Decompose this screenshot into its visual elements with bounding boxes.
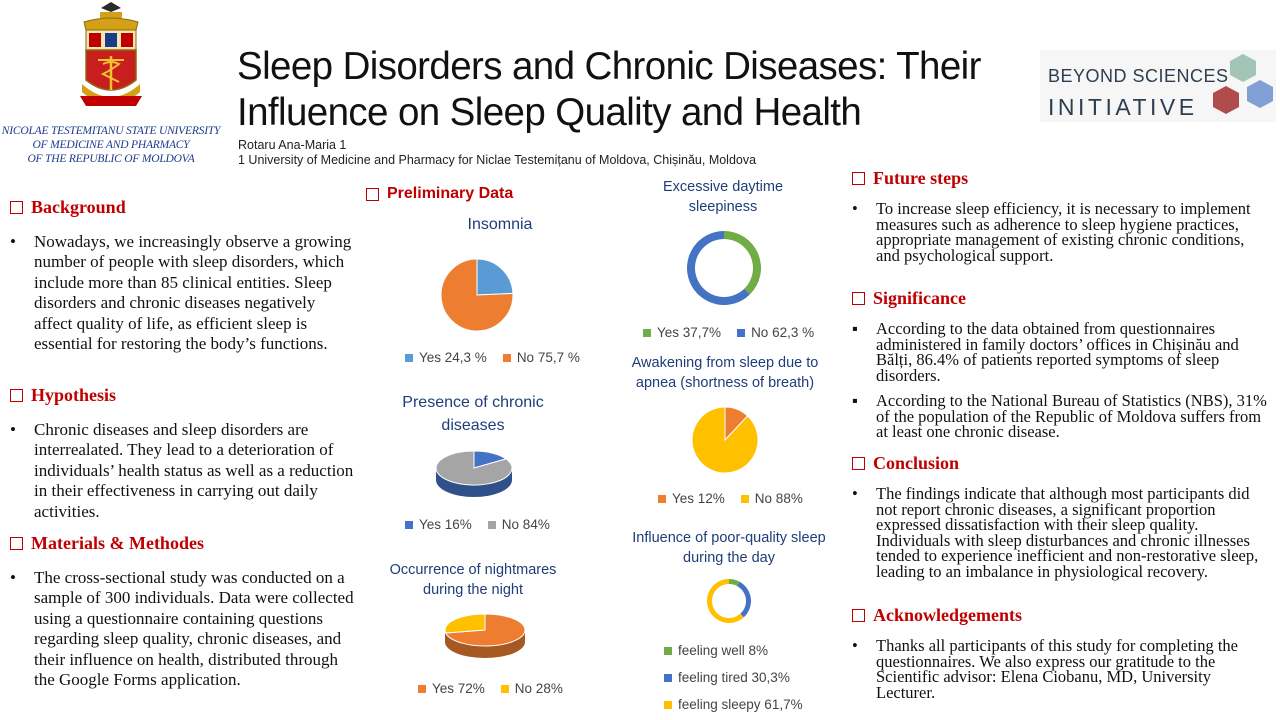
conclusion-bullet: • The findings indicate that although most participants did not report chronic diseases, a significant proportion expressed dissatisfaction with their sleep quality. Individuals with sleep disturbances and chronic illnesses tended to experience inefficient and non-restorative sleep, leading to an imbalance in physiological recovery. [852, 484, 1259, 581]
legend-insomnia [405, 350, 580, 365]
legend-label: No 75,7 % [516, 350, 580, 365]
acknowledgements-bullet: • Thanks all participants of this study for completing the questionnaires. We also express our gratitude to the Scientific advisor: Elena Ciobanu, MD, University Lecturer. [852, 636, 1239, 702]
legend-poor-sleep-influence [664, 643, 803, 712]
legend-label: Yes 12% [672, 491, 725, 506]
chart-title-daytime-sleepiness: Excessive daytime sleepiness [662, 179, 784, 215]
background-bullet: • Nowadays, we increasingly observe a growing number of people with sleep disorders, which include more than 85 clinical entities. Sleep disorders and chronic diseases negatively affect quality of life, as efficient sleep is essential for restoring the body’s functions. [10, 232, 352, 354]
legend-label: Yes 24,3 % [419, 350, 487, 365]
legend-label: Yes 72% [432, 681, 485, 696]
legend-label: Yes 37,7% [657, 325, 722, 340]
methods-section [10, 533, 355, 690]
hypothesis-heading: Hypothesis [10, 385, 355, 406]
donut-chart-daytime-sleepiness [684, 228, 764, 308]
conclusion-heading: Conclusion [852, 453, 1270, 474]
acknowledgements-heading: Acknowledgements [852, 605, 1270, 626]
pie-chart-chronic-diseases [430, 448, 518, 504]
legend-label: feeling well 8% [678, 643, 769, 658]
legend-label: feeling sleepy 61,7% [678, 697, 803, 712]
conclusion-section [852, 453, 1270, 579]
background-heading: Background [10, 197, 355, 218]
pie-chart-insomnia [430, 248, 524, 342]
legend-item [503, 350, 580, 365]
legend-label: Yes 16% [419, 517, 472, 532]
legend-daytime-sleepiness [643, 325, 814, 340]
legend-swatch [643, 329, 651, 337]
legend-label: No 88% [754, 491, 803, 506]
author-block [238, 138, 756, 168]
legend-item [643, 325, 721, 340]
checkbox-icon [852, 457, 865, 470]
legend-item [501, 681, 563, 696]
legend-label: No 84% [501, 517, 550, 532]
legend-item [405, 517, 472, 532]
university-crest-logo [76, 0, 146, 122]
background-section [10, 197, 355, 354]
checkbox-icon [852, 609, 865, 622]
legend-swatch [664, 701, 672, 709]
chart-title-insomnia: Insomnia [467, 216, 533, 233]
legend-item [658, 491, 725, 506]
acknowledgements-section [852, 605, 1270, 700]
legend-swatch [737, 329, 745, 337]
checkbox-icon [852, 172, 865, 185]
legend-swatch [501, 685, 509, 693]
chart-title-poor-sleep-influence: Influence of poor-quality sleep during the day [632, 530, 826, 566]
legend-item [737, 325, 814, 340]
methods-heading: Materials & Methodes [10, 533, 355, 554]
university-name: NICOLAE TESTEMITANU STATE UNIVERSITY OF MEDICINE AND PHARMACY OF THE REPUBLIC OF MOLDOVA [1, 125, 221, 165]
legend-apnea [658, 491, 803, 506]
partner-logo-line2: INITIATIVE [1048, 94, 1198, 120]
checkbox-icon [366, 188, 379, 201]
legend-item [664, 643, 768, 658]
legend-swatch [405, 521, 413, 529]
significance-heading: Significance [852, 288, 1270, 309]
methods-bullet: • The cross-sectional study was conducted on a sample of 300 individuals. Data were collected using a questionnaire containing questions regarding sleep quality, chronic diseases, and their influence on health, distributed through the Google Forms application. [10, 568, 354, 690]
significance-item: ▪ According to the data obtained from questionnaires administered in family doctors’ offices in Chișinău and Bălți, 86.4% of patients reported symptoms of sleep disorders. [852, 319, 1239, 385]
chart-title-nightmares: Occurrence of nightmares during the night [389, 562, 557, 598]
pie-slice-feeling-tired [737, 582, 751, 618]
hypothesis-bullet: • Chronic diseases and sleep disorders are interrealated. They lead to a deterioration of individuals’ health status as well as a reduction in their effectiveness in carrying out daily activities. [10, 420, 354, 521]
legend-swatch [664, 647, 672, 655]
checkbox-icon [10, 537, 23, 550]
chart-title-apnea: Awakening from sleep due to apnea (shortness of breath) [631, 355, 819, 391]
legend-swatch [405, 354, 413, 362]
hypothesis-section [10, 385, 355, 522]
legend-label: No 62,3 % [751, 325, 815, 340]
pie-slice-no [692, 407, 758, 473]
checkbox-icon [10, 201, 23, 214]
legend-chronic-diseases [405, 517, 550, 532]
checkbox-icon [852, 292, 865, 305]
legend-item [741, 491, 803, 506]
legend-swatch [488, 521, 496, 529]
legend-label: feeling tired 30,3% [678, 670, 790, 685]
legend-item [488, 517, 550, 532]
legend-swatch [418, 685, 426, 693]
pie-slice-yes [724, 231, 761, 294]
author-name: Rotaru Ana-Maria 1 [238, 138, 347, 152]
significance-item: ▪ According to the National Bureau of Statistics (NBS), 31% of the population of the Republic of Moldova suffers from at least one chronic disease. [852, 391, 1267, 441]
chart-title-chronic-diseases: Presence of chronic diseases [402, 394, 544, 434]
legend-label: No 28% [514, 681, 563, 696]
significance-section [852, 288, 1270, 440]
future-steps-section [852, 168, 1270, 263]
pie-chart-apnea [690, 405, 760, 475]
legend-swatch [664, 674, 672, 682]
legend-swatch [741, 495, 749, 503]
legend-item [664, 670, 790, 685]
legend-swatch [658, 495, 666, 503]
preliminary-data-heading: Preliminary Data [366, 185, 513, 203]
checkbox-icon [10, 389, 23, 402]
legend-item [405, 350, 487, 365]
donut-chart-poor-sleep-influence [705, 577, 753, 625]
legend-nightmares [418, 681, 563, 696]
future-steps-bullet: • To increase sleep efficiency, it is necessary to implement measures such as adherence to sleep hygiene practices, appropriate management of existing chronic conditions, and psychological support. [852, 199, 1251, 265]
pie-slice-no [445, 614, 485, 633]
legend-item [418, 681, 485, 696]
legend-item [664, 697, 803, 712]
future-steps-heading: Future steps [852, 168, 1270, 189]
poster-title: Sleep Disorders and Chronic Diseases: Their Influence on Sleep Quality and Health [237, 45, 981, 134]
legend-swatch [503, 354, 511, 362]
pie-chart-nightmares [438, 610, 532, 666]
author-affiliation: 1 University of Medicine and Pharmacy for Niclae Testemițanu of Moldova, Chișinău, Moldova [238, 153, 757, 167]
pie-slice-yes [477, 259, 513, 295]
partner-logo-line1: BEYOND SCIENCES [1048, 66, 1229, 86]
